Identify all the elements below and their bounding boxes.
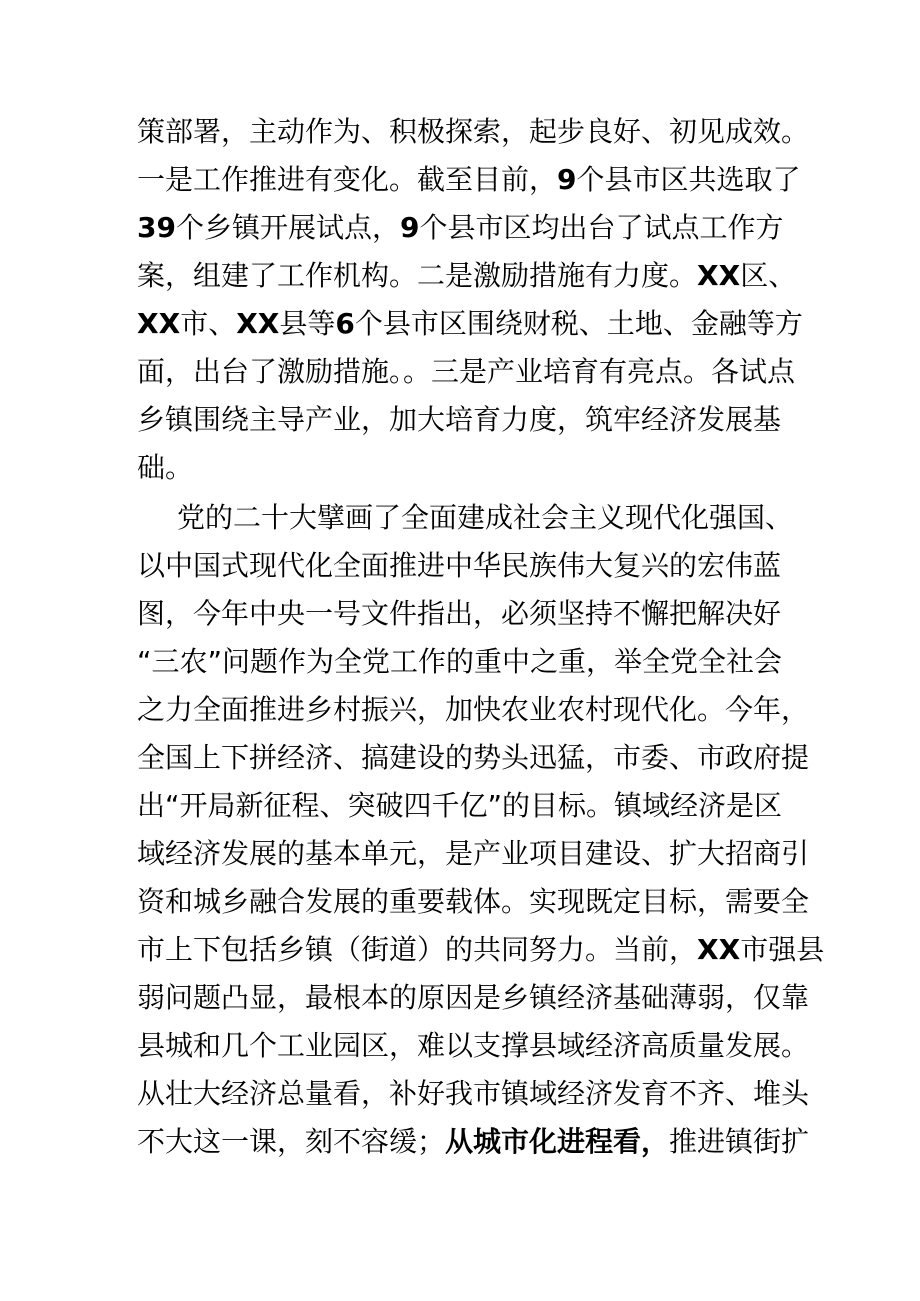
text-run: 个县市区围绕财税、土地、金融等方 xyxy=(354,307,803,340)
text-run: 市强县 xyxy=(740,933,825,966)
text-run: 资和城乡融合发展的重要载体。实现既定目标，需要全 xyxy=(137,885,810,918)
bold-text-run: 9 xyxy=(399,211,420,244)
text-line xyxy=(137,830,810,878)
text-run: 市上下包括乡镇（街道）的共同努力。当前， xyxy=(137,933,698,966)
paragraph-1 xyxy=(137,108,810,492)
text-run: 县城和几个工业园区，难以支撑县域经济高质量发展。 xyxy=(137,1029,810,1062)
bold-text-run: 9 xyxy=(557,163,577,196)
text-line xyxy=(137,638,787,686)
body-text xyxy=(137,108,825,1166)
text-line xyxy=(137,300,803,348)
text-run: 推进镇街扩 xyxy=(669,1125,810,1158)
text-run: 区、 xyxy=(740,259,797,292)
text-line xyxy=(137,444,787,492)
text-run: 市、 xyxy=(180,307,237,340)
text-line xyxy=(137,590,787,638)
text-run: 面，出台了激励措施。。三是产业培育有亮点。各试点 xyxy=(137,355,796,388)
bold-text-run: 39 xyxy=(137,211,176,244)
text-run: 案，组建了工作机构。二是激励措施有力度。 xyxy=(137,259,698,292)
text-run: 之力全面推进乡村振兴，加快农业农村现代化。今年， xyxy=(137,693,810,726)
text-run: 个乡镇开展试点， xyxy=(175,211,400,244)
bold-text-run: XX xyxy=(697,259,741,292)
text-run: 乡镇围绕主导产业，加大培育力度，筑牢经济发展基 xyxy=(137,403,782,436)
text-run: 础。 xyxy=(137,451,194,484)
bold-text-run: XX xyxy=(697,933,741,966)
text-run: 图，今年中央一号文件指出，必须坚持不懈把解决好 xyxy=(137,597,782,630)
text-run: 县等 xyxy=(279,307,336,340)
text-line xyxy=(137,204,787,252)
text-line xyxy=(137,1070,810,1118)
text-line xyxy=(137,686,810,734)
text-line xyxy=(137,348,796,396)
bold-text-run: XX xyxy=(236,307,280,340)
text-run: 策部署，主动作为、积极探索，起步良好、初见成效。 xyxy=(137,115,810,148)
bold-text-run: XX xyxy=(137,307,181,340)
text-run: 以中国式现代化全面推进中华民族伟大复兴的宏伟蓝 xyxy=(137,549,782,582)
text-run: 弱问题凸显，最根本的原因是乡镇经济基础薄弱，仅靠 xyxy=(137,981,810,1014)
text-line xyxy=(137,782,787,830)
text-line xyxy=(137,156,801,204)
bold-text-run: 从城市化进程看， xyxy=(445,1125,670,1158)
bold-text-run: 6 xyxy=(335,307,355,340)
text-run: 个县市区共选取了 xyxy=(576,163,801,196)
text-run: 不大这一课，刻不容缓； xyxy=(137,1125,446,1158)
text-line xyxy=(137,734,810,782)
text-line xyxy=(137,926,825,974)
text-line xyxy=(137,494,794,542)
text-run: 从壮大经济总量看，补好我市镇域经济发育不齐、堆头 xyxy=(137,1077,810,1110)
text-line xyxy=(137,542,787,590)
text-run: 个县市区均出台了试点工作方 xyxy=(419,211,784,244)
text-line xyxy=(137,1022,810,1070)
text-run: 出“开局新征程、突破四千亿”的目标。镇域经济是区 xyxy=(137,789,783,822)
text-line xyxy=(137,878,810,926)
text-run: 党的二十大擘画了全面建成社会主义现代化强国、 xyxy=(177,501,794,534)
text-run: 一是工作推进有变化。截至目前， xyxy=(137,163,558,196)
text-line xyxy=(137,396,787,444)
text-run: “三农”问题作为全党工作的重中之重，举全党全社会 xyxy=(137,645,783,678)
paragraph-2 xyxy=(137,494,825,1166)
text-run: 域经济发展的基本单元，是产业项目建设、扩大招商引 xyxy=(137,837,810,870)
text-run: 全国上下拼经济、搞建设的势头迅猛，市委、市政府提 xyxy=(137,741,810,774)
text-line xyxy=(137,974,810,1022)
text-line xyxy=(137,108,810,156)
text-line xyxy=(137,252,797,300)
text-line xyxy=(137,1118,810,1166)
